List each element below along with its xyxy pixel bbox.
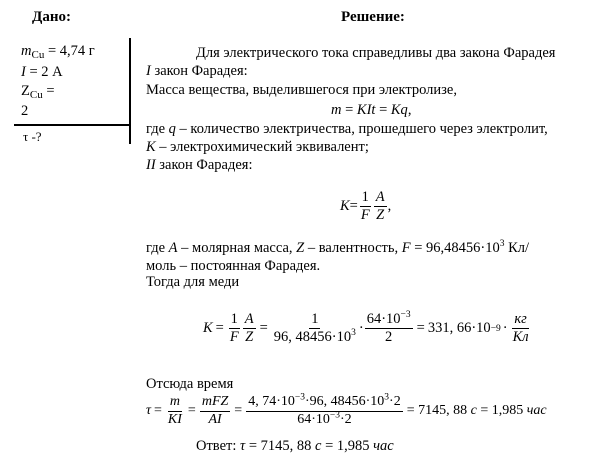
a-def-a: A	[168, 240, 178, 256]
eq2-fraction-2	[374, 190, 387, 223]
eq3-equals: =	[215, 320, 224, 337]
eq3-unit-fraction	[511, 312, 531, 345]
a-def-p1: где	[146, 240, 169, 256]
eq2-frac2-den: Z	[376, 207, 385, 224]
eq4-frac2-num: mFZ	[200, 395, 230, 412]
eq4-result-c: с	[470, 403, 477, 419]
eq3-frac4-den: 2	[385, 329, 393, 346]
eq1-m: m	[331, 102, 342, 118]
eq3-frac3-den-base: 96, 48456·10	[273, 329, 352, 346]
eq2-fraction-1	[359, 190, 372, 223]
given-find: τ -?	[23, 129, 42, 144]
equation-2	[340, 190, 391, 223]
eq4-frac3-den	[295, 412, 353, 428]
eq4-frac3-num	[246, 392, 403, 412]
eq4-equals-2: =	[187, 403, 196, 419]
eq4-n3-b: ·96, 48456·10	[304, 394, 385, 409]
eq2-comma: ,	[387, 198, 392, 215]
a-definition-line2: моль – постоянная Фарадея.	[146, 258, 321, 274]
eq3-frac3-den-exp: 3	[351, 328, 356, 339]
eq3-frac3-den	[272, 329, 358, 345]
eq3-frac1-den: F	[229, 329, 239, 346]
eq4-result-val2: = 1,985	[476, 403, 527, 419]
eq1-comma: ,	[407, 102, 412, 118]
a-def-p2: – молярная масса,	[177, 240, 297, 256]
eq3-frac2-num: A	[243, 312, 256, 329]
eq4-frac2-den: AI	[208, 411, 222, 427]
answer-val2: = 1,985	[321, 438, 374, 454]
given-mass-value: = 4,74 г	[44, 43, 95, 59]
eq4-frac1-num: m	[168, 395, 182, 412]
eq3-fraction-3	[272, 312, 358, 345]
eq3-frac1-num: 1	[229, 312, 240, 329]
eq4-n3-e2: 3	[384, 392, 390, 403]
eq2-frac1-den: F	[360, 207, 370, 224]
eq3-dot: ·	[358, 320, 364, 337]
q-definition	[146, 122, 548, 137]
eq3-fraction-4	[365, 312, 413, 345]
eq4-equals: =	[154, 403, 162, 419]
answer-hour: час	[373, 438, 394, 454]
given-horizontal-divider	[14, 124, 130, 126]
eq4-equals-3: =	[234, 403, 243, 419]
q-def-symbol: q	[168, 121, 176, 137]
eq4-frac1-den: KI	[167, 411, 182, 427]
eq4-result-hour: час	[526, 403, 547, 419]
eq3-unit-den: Кл	[512, 329, 529, 346]
eq3-dot-2: ·	[502, 320, 508, 337]
a-def-f: F	[401, 240, 411, 256]
k-def-symbol: K	[146, 139, 156, 155]
a-def-z: Z	[296, 240, 305, 256]
answer-label: Ответ:	[196, 438, 240, 454]
given-current-symbol: I	[21, 64, 26, 80]
eq3-equals-3: =	[416, 320, 425, 337]
given-current-value: = 2 А	[25, 64, 63, 80]
eq3-frac4-num	[365, 312, 413, 329]
law2-roman: II	[146, 157, 156, 173]
eq4-d3-b: ·2	[340, 411, 352, 427]
a-definition	[146, 241, 529, 256]
q-def-prefix: где	[146, 121, 169, 137]
eq3-frac4-num-base: 64·10	[366, 311, 401, 327]
copper-text: Тогда для меди	[146, 274, 240, 290]
eq4-fraction-3	[246, 392, 403, 427]
eq3-fraction-1	[228, 312, 241, 345]
eq4-result	[407, 404, 547, 418]
eq4-fraction-1	[166, 395, 184, 427]
law1-roman: I	[146, 63, 151, 79]
eq4-n3-a: 4, 74·10	[248, 394, 295, 409]
equation-4	[146, 392, 547, 427]
law2-text: закон Фарадея:	[155, 157, 253, 173]
eq2-k: K	[340, 198, 350, 215]
solution-header: Решение:	[341, 9, 405, 25]
a-def-p5: Кл/	[504, 240, 530, 256]
given-current	[21, 65, 63, 80]
eq1-equals: =	[341, 102, 357, 118]
given-valence-value: 2	[21, 103, 29, 119]
given-valence-symbol: Z	[21, 83, 30, 99]
eq4-tau: τ	[146, 403, 152, 419]
given-mass	[21, 44, 95, 59]
given-mass-sub: Cu	[31, 49, 45, 61]
eq3-result-base: 331, 66·10	[427, 320, 491, 337]
equation-3: K = $\frac{1}{F}$ $\frac{A}{Z}$ = $\frac{1}{96, 48456\cdot 10^3}$ · $\frac{64\cdot 10^{-3}}{2}$ = 331, 66·10 −9 · $\frac{кг}{Кл}$	[203, 310, 529, 346]
law1-text: закон Фарадея:	[150, 63, 248, 79]
mass-text: Масса вещества, выделившегося при электролизе,	[146, 82, 457, 98]
eq3-frac3-num: 1	[309, 312, 320, 329]
eq3-equals-2: =	[259, 320, 268, 337]
answer-c: с	[315, 438, 322, 454]
hence-text: Отсюда время	[146, 376, 234, 392]
given-header: Дано:	[32, 9, 71, 25]
k-definition	[146, 140, 369, 155]
eq1-kit: KIt	[356, 102, 376, 118]
eq3-fraction-2	[243, 312, 256, 345]
q-def-text: – количество электричества, прошедшего через электролит,	[175, 121, 548, 137]
given-valence-sub: Cu	[29, 89, 43, 101]
eq3-unit-num: кг	[512, 312, 528, 329]
eq1-equals-2: =	[375, 102, 391, 118]
eq3-frac2-den: Z	[245, 329, 254, 346]
eq4-d3-a: 64·10	[297, 411, 330, 427]
k-def-text: – электрохимический эквивалент;	[155, 139, 369, 155]
intro-text: Для электрического тока справедливы два закона Фарадея	[196, 45, 556, 61]
eq3-k: K	[203, 320, 213, 337]
eq2-equals: =	[349, 198, 358, 215]
a-def-p4: = 96,48456·10	[410, 240, 500, 256]
eq4-n3-e1: −3	[294, 392, 305, 403]
answer-line	[196, 439, 394, 454]
given-vertical-divider	[129, 38, 131, 144]
given-valence-eq: =	[42, 83, 55, 99]
given-mass-symbol: m	[21, 43, 32, 59]
eq4-fraction-2	[200, 395, 230, 427]
given-valence	[21, 84, 55, 99]
law1-heading	[146, 64, 248, 79]
eq4-n3-c: ·2	[389, 394, 401, 409]
law2-heading	[146, 158, 253, 173]
answer-val: = 7145, 88	[245, 438, 316, 454]
a-def-p3: – валентность,	[304, 240, 402, 256]
answer-tau: τ	[240, 438, 246, 454]
a-def-exp: 3	[499, 239, 505, 250]
eq3-frac4-num-exp: −3	[400, 310, 411, 321]
equation-1	[331, 103, 411, 118]
eq2-frac2-num: A	[374, 190, 387, 207]
eq2-frac1-num: 1	[360, 190, 371, 207]
eq4-d3-e: −3	[329, 410, 340, 421]
eq1-kq: Kq	[390, 102, 408, 118]
eq4-result-val: = 7145, 88	[406, 403, 471, 419]
